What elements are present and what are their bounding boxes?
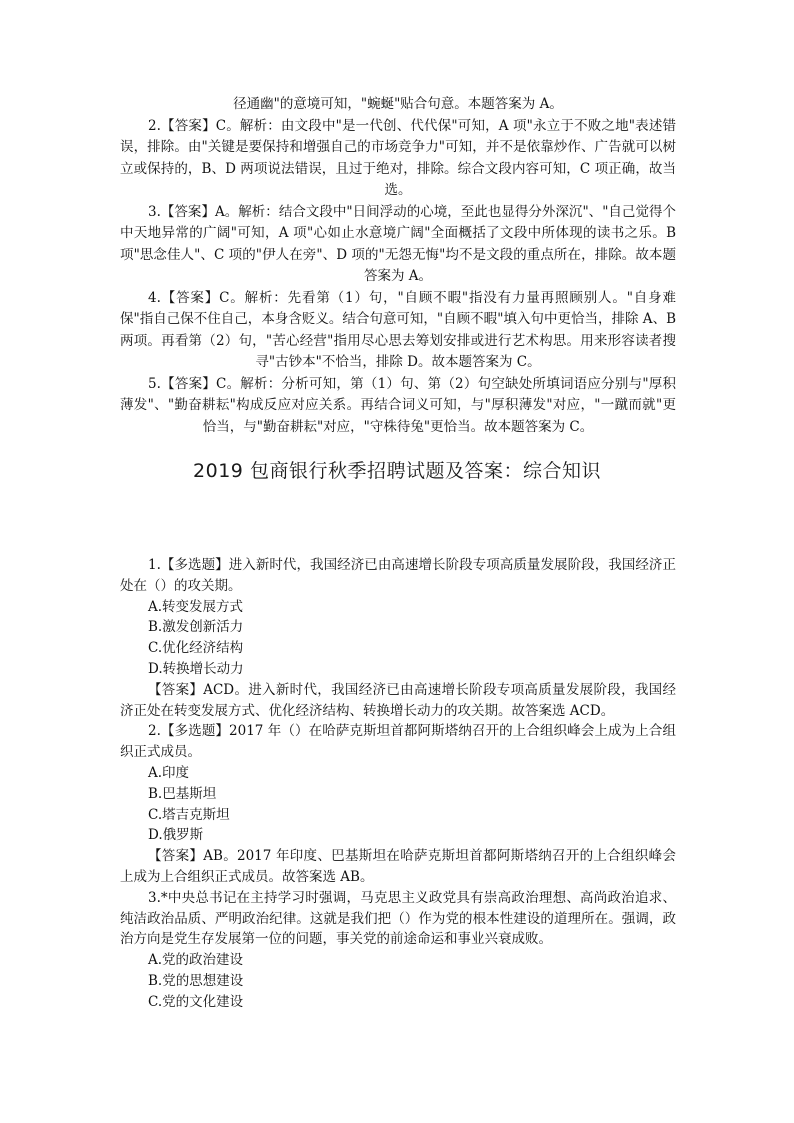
question-1-option-d: D.转换增长动力 <box>148 660 244 677</box>
questions-section <box>120 555 676 1013</box>
question-1-option-a: A.转变发展方式 <box>148 598 244 615</box>
question-3-stem: 3.*中央总书记在主持学习时强调，马克思主义政党具有崇高政治理想、高尚政治追求、纯洁政治品质、严明政治纪律。这就是我们把（）作为党的根本性建设的道理所在。强调，政治方向是党生存发展第一位的问题，事关党的前途命运和事业兴衰成败。 <box>120 889 676 948</box>
answer-paragraph-3: 3.【答案】A。解析：结合文段中"日间浮动的心境，至此也显得分外深沉"、"自己觉得个中天地异常的广阔"可知，A 项"心如止水意境广阔"全面概括了文段中所体现的读书之乐。B 项"思念佳人"、C 项的"伊人在旁"、D 项的"无怨无悔"均不是文段的重点所在，排除。故本题答案为 A。 <box>120 203 676 284</box>
question-3-option-a: A.党的政治建设 <box>148 952 244 969</box>
answer-paragraph-2: 2.【答案】C。解析：由文段中"是一代创、代代保"可知，A 项"永立于不败之地"表述错误，排除。由"关键是要保持和增强自己的市场竞争力"可知，并不是依靠炒作、广告就可以树立或保持的，B、D 两项说法错误，且过于绝对，排除。综合文段内容可知，C 项正确，故当选。 <box>120 117 676 198</box>
question-2-option-c: C.塔吉克斯坦 <box>148 806 230 823</box>
question-1-stem: 1.【多选题】进入新时代，我国经济已由高速增长阶段专项高质量发展阶段，我国经济正处在（）的攻关期。 <box>120 557 676 594</box>
answer-paragraph-4: 4.【答案】C。解析：先看第（1）句，"自顾不暇"指没有力量再照顾别人。"自身难保"指自己保不住自己，本身含贬义。结合句意可知，"自顾不暇"填入句中更恰当，排除 A、B 两项。再看第（2）句，"苦心经营"指用尽心思去筹划安排或进行艺术构思。用来形容读者搜寻"古钞本"不恰当，排除 D。故本题答案为 C。 <box>120 289 676 370</box>
question-2-option-b: B.巴基斯坦 <box>148 785 217 802</box>
answer-paragraph-continued: 径通幽"的意境可知，"蜿蜒"贴合句意。本题答案为 A。 <box>233 96 563 112</box>
question-3-option-c: C.党的文化建设 <box>148 993 244 1010</box>
question-2-stem: 2.【多选题】2017 年（）在哈萨克斯坦首都阿斯塔纳召开的上合组织峰会上成为上合组织正式成员。 <box>120 723 676 761</box>
question-1-option-b: B.激发创新活力 <box>148 619 244 636</box>
question-3-option-b: B.党的思想建设 <box>148 972 244 989</box>
answer-paragraph-5: 5.【答案】C。解析：分析可知，第（1）句、第（2）句空缺处所填词语应分别与"厚积薄发"、"勤奋耕耘"构成反应对应关系。再结合词义可知，与"厚积薄发"对应，"一蹴而就"更恰当，与"勤奋耕耘"对应，"守株待兔"更恰当。故本题答案为 C。 <box>120 375 676 435</box>
question-2-option-a: A.印度 <box>148 764 190 781</box>
previous-answers-section <box>120 94 676 438</box>
section-title: 2019 包商银行秋季招聘试题及答案：综合知识 <box>193 460 601 482</box>
question-1-answer: 【答案】ACD。进入新时代，我国经济已由高速增长阶段专项高质量发展阶段，我国经济正处在转变发展方式、优化经济结构、转换增长动力的攻关期。故答案选 ACD。 <box>120 681 676 719</box>
question-2-answer: 【答案】AB。2017 年印度、巴基斯坦在哈萨克斯坦首都阿斯塔纳召开的上合组织峰会上成为上合组织正式成员。故答案选 AB。 <box>120 848 676 885</box>
question-1-option-c: C.优化经济结构 <box>148 640 244 657</box>
question-2-option-d: D.俄罗斯 <box>148 827 204 844</box>
